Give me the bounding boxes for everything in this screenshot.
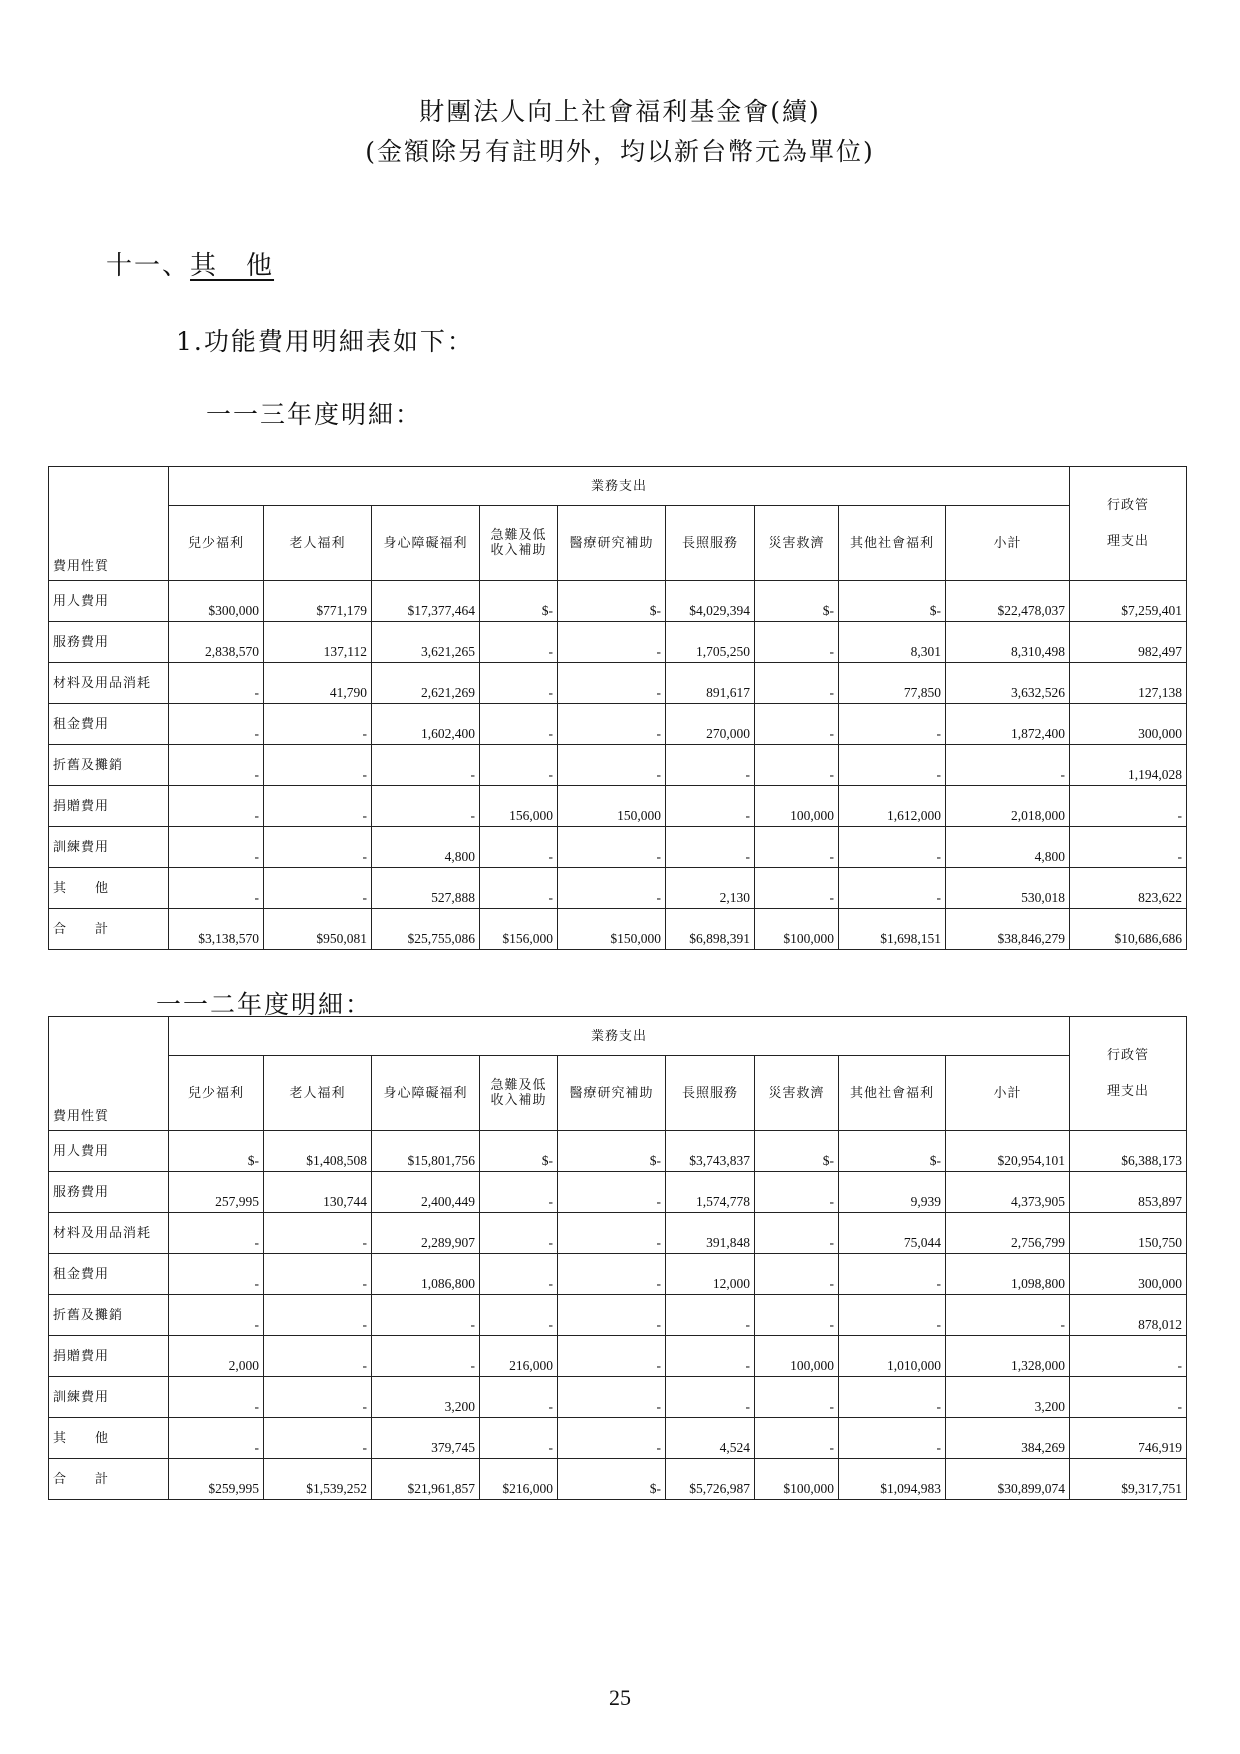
- table-cell: 4,800: [372, 827, 480, 868]
- table-cell: 530,018: [946, 868, 1070, 909]
- table-cell: 3,621,265: [372, 622, 480, 663]
- column-header: 長照服務: [666, 1056, 755, 1131]
- table-row: [49, 581, 1187, 622]
- column-header-line: 收入補助: [490, 1093, 547, 1108]
- table-cell: $25,755,086: [372, 909, 480, 950]
- table-cell: 2,400,449: [372, 1172, 480, 1213]
- table-cell: $100,000: [755, 909, 839, 950]
- table-cell: 4,373,905: [946, 1172, 1070, 1213]
- table-cell: $3,743,837: [666, 1131, 755, 1172]
- table-cell: -: [264, 827, 372, 868]
- row-label: 折舊及攤銷: [49, 745, 169, 786]
- section-title: 其 他: [190, 251, 275, 281]
- table-cell: 384,269: [946, 1418, 1070, 1459]
- table-cell: -: [169, 1295, 264, 1336]
- row-label: 其 他: [49, 1418, 169, 1459]
- table-cell: 1,010,000: [839, 1336, 946, 1377]
- table-cell: 1,194,028: [1070, 745, 1187, 786]
- table-cell: 2,130: [666, 868, 755, 909]
- row-label: 捐贈費用: [49, 786, 169, 827]
- table-cell: -: [666, 1377, 755, 1418]
- table-cell: -: [666, 745, 755, 786]
- column-header: 其他社會福利: [839, 506, 946, 581]
- header-row-columns: [49, 1056, 1187, 1131]
- table-cell: 257,995: [169, 1172, 264, 1213]
- table-cell: -: [755, 622, 839, 663]
- table-cell: -: [1070, 1377, 1187, 1418]
- row-label: 合 計: [49, 909, 169, 950]
- table-cell: $-: [558, 581, 666, 622]
- table-cell: 12,000: [666, 1254, 755, 1295]
- table-cell: -: [558, 663, 666, 704]
- admin-header-line1: 行政管: [1107, 1047, 1150, 1063]
- table-cell: -: [558, 745, 666, 786]
- row-label: 訓練費用: [49, 827, 169, 868]
- table-cell: -: [558, 1295, 666, 1336]
- table-cell: -: [666, 1295, 755, 1336]
- table-cell: -: [839, 1418, 946, 1459]
- table-cell: -: [558, 1377, 666, 1418]
- table-cell: 150,750: [1070, 1213, 1187, 1254]
- table-caption-113: 一一三年度明細：: [206, 400, 423, 429]
- table-cell: -: [755, 1377, 839, 1418]
- table-cell: 982,497: [1070, 622, 1187, 663]
- column-header-line: 收入補助: [490, 543, 547, 558]
- admin-header-line2: 理支出: [1107, 1083, 1150, 1099]
- table-cell: -: [755, 745, 839, 786]
- table-cell: -: [264, 1336, 372, 1377]
- table-cell: -: [666, 827, 755, 868]
- table-cell: -: [169, 1254, 264, 1295]
- table-cell: $3,138,570: [169, 909, 264, 950]
- column-header: 老人福利: [264, 506, 372, 581]
- table-cell: -: [946, 745, 1070, 786]
- table-cell: -: [264, 704, 372, 745]
- column-header: 災害救濟: [755, 1056, 839, 1131]
- table-cell: -: [169, 827, 264, 868]
- table-cell: 300,000: [1070, 704, 1187, 745]
- table-cell: $-: [755, 581, 839, 622]
- table-cell: $20,954,101: [946, 1131, 1070, 1172]
- row-label: 材料及用品消耗: [49, 1213, 169, 1254]
- table-cell: $4,029,394: [666, 581, 755, 622]
- column-header-line: 急難及低: [490, 528, 547, 543]
- table-cell: -: [264, 1213, 372, 1254]
- table-cell: -: [755, 1418, 839, 1459]
- table-cell: -: [480, 663, 558, 704]
- table-cell: -: [755, 1213, 839, 1254]
- table-cell: $21,961,857: [372, 1459, 480, 1500]
- table-row: [49, 745, 1187, 786]
- item-title: 1.功能費用明細表如下：: [176, 327, 474, 356]
- table-cell: -: [839, 1377, 946, 1418]
- table-cell: 127,138: [1070, 663, 1187, 704]
- row-label: 訓練費用: [49, 1377, 169, 1418]
- table-cell: -: [1070, 1336, 1187, 1377]
- table-cell: $15,801,756: [372, 1131, 480, 1172]
- table-cell: 77,850: [839, 663, 946, 704]
- table-cell: 8,301: [839, 622, 946, 663]
- table-cell: $1,094,983: [839, 1459, 946, 1500]
- table-cell: -: [755, 827, 839, 868]
- table-cell: 1,086,800: [372, 1254, 480, 1295]
- admin-expense-header: [1070, 467, 1187, 581]
- table-cell: -: [480, 1377, 558, 1418]
- table-cell: 41,790: [264, 663, 372, 704]
- table-cell: -: [264, 1295, 372, 1336]
- admin-expense-header: [1070, 1017, 1187, 1131]
- table-cell: 891,617: [666, 663, 755, 704]
- table-cell: 746,919: [1070, 1418, 1187, 1459]
- table-cell: 1,705,250: [666, 622, 755, 663]
- table-cell: $-: [480, 1131, 558, 1172]
- table-cell: 2,018,000: [946, 786, 1070, 827]
- row-label: 合 計: [49, 1459, 169, 1500]
- table-cell: -: [169, 1213, 264, 1254]
- section-number: 十一、: [106, 251, 191, 281]
- table-cell: -: [480, 1295, 558, 1336]
- table-cell: $10,686,686: [1070, 909, 1187, 950]
- table-cell: $1,539,252: [264, 1459, 372, 1500]
- table-cell: -: [169, 704, 264, 745]
- table-cell: -: [480, 1172, 558, 1213]
- table-row: [49, 1336, 1187, 1377]
- column-header: 兒少福利: [169, 506, 264, 581]
- table-cell: 1,612,000: [839, 786, 946, 827]
- expense-table-112: [48, 1016, 1187, 1500]
- table-cell: -: [755, 1172, 839, 1213]
- table-cell: 823,622: [1070, 868, 1187, 909]
- table-cell: $1,698,151: [839, 909, 946, 950]
- table-cell: -: [169, 786, 264, 827]
- column-header: 其他社會福利: [839, 1056, 946, 1131]
- table-cell: $-: [755, 1131, 839, 1172]
- group-header: 業務支出: [169, 467, 1070, 506]
- table-cell: 9,939: [839, 1172, 946, 1213]
- table-cell: $300,000: [169, 581, 264, 622]
- table-cell: 156,000: [480, 786, 558, 827]
- table-cell: -: [1070, 827, 1187, 868]
- table-cell: $38,846,279: [946, 909, 1070, 950]
- table-cell: -: [839, 1254, 946, 1295]
- table-row: [49, 1418, 1187, 1459]
- table-cell: 2,000: [169, 1336, 264, 1377]
- table-cell: -: [839, 704, 946, 745]
- table-cell: 853,897: [1070, 1172, 1187, 1213]
- column-header: 老人福利: [264, 1056, 372, 1131]
- table-cell: -: [480, 1254, 558, 1295]
- column-header-line: 急難及低: [490, 1078, 547, 1093]
- column-header: 醫療研究補助: [558, 1056, 666, 1131]
- column-header: 長照服務: [666, 506, 755, 581]
- table-cell: -: [839, 827, 946, 868]
- table-cell: -: [264, 745, 372, 786]
- table-cell: -: [558, 1336, 666, 1377]
- table-cell: 300,000: [1070, 1254, 1187, 1295]
- table-cell: $6,898,391: [666, 909, 755, 950]
- corner-header: 費用性質: [49, 1017, 169, 1131]
- table-cell: -: [755, 704, 839, 745]
- table-cell: 100,000: [755, 1336, 839, 1377]
- table-cell: $100,000: [755, 1459, 839, 1500]
- table-cell: -: [480, 868, 558, 909]
- row-label: 租金費用: [49, 1254, 169, 1295]
- table-cell: $6,388,173: [1070, 1131, 1187, 1172]
- table-row: [49, 827, 1187, 868]
- table-cell: 527,888: [372, 868, 480, 909]
- table-cell: $-: [558, 1131, 666, 1172]
- table-cell: $156,000: [480, 909, 558, 950]
- table-cell: $-: [839, 581, 946, 622]
- table-cell: $7,259,401: [1070, 581, 1187, 622]
- table-row: [49, 1172, 1187, 1213]
- column-header: 災害救濟: [755, 506, 839, 581]
- table-row: [49, 1295, 1187, 1336]
- admin-header-line2: 理支出: [1107, 533, 1150, 549]
- table-cell: 1,872,400: [946, 704, 1070, 745]
- table-cell: 150,000: [558, 786, 666, 827]
- table-cell: -: [558, 1254, 666, 1295]
- section-heading: [106, 245, 274, 282]
- row-label: 用人費用: [49, 581, 169, 622]
- header-row-group: [49, 467, 1187, 506]
- table-cell: -: [480, 827, 558, 868]
- table-cell: $150,000: [558, 909, 666, 950]
- table-cell: -: [264, 1418, 372, 1459]
- column-header: 小計: [946, 1056, 1070, 1131]
- header-row-group: [49, 1017, 1187, 1056]
- table-cell: -: [372, 745, 480, 786]
- table-row: [49, 1213, 1187, 1254]
- table-cell: -: [558, 1172, 666, 1213]
- row-label: 服務費用: [49, 622, 169, 663]
- table-row: [49, 622, 1187, 663]
- table-cell: 75,044: [839, 1213, 946, 1254]
- table-cell: 3,632,526: [946, 663, 1070, 704]
- table-cell: 2,289,907: [372, 1213, 480, 1254]
- table-cell: -: [169, 1377, 264, 1418]
- table-cell: $5,726,987: [666, 1459, 755, 1500]
- table-cell: -: [755, 663, 839, 704]
- table-cell: $9,317,751: [1070, 1459, 1187, 1500]
- column-header: 醫療研究補助: [558, 506, 666, 581]
- table-cell: -: [169, 663, 264, 704]
- table-cell: -: [264, 1254, 372, 1295]
- table-cell: $17,377,464: [372, 581, 480, 622]
- table-cell: -: [480, 745, 558, 786]
- table-cell: 216,000: [480, 1336, 558, 1377]
- table-cell: -: [372, 1336, 480, 1377]
- table-cell: $259,995: [169, 1459, 264, 1500]
- row-label: 材料及用品消耗: [49, 663, 169, 704]
- table-cell: 1,098,800: [946, 1254, 1070, 1295]
- table-cell: -: [839, 745, 946, 786]
- table-row: [49, 704, 1187, 745]
- row-label: 服務費用: [49, 1172, 169, 1213]
- table-cell: -: [558, 1213, 666, 1254]
- table-cell: -: [264, 868, 372, 909]
- table-cell: 130,744: [264, 1172, 372, 1213]
- table-cell: -: [480, 704, 558, 745]
- table-cell: -: [755, 868, 839, 909]
- table-row: [49, 909, 1187, 950]
- table-row: [49, 868, 1187, 909]
- table-cell: 379,745: [372, 1418, 480, 1459]
- document-subtitle: (金額除另有註明外，均以新台幣元為單位): [365, 137, 875, 166]
- table-cell: 270,000: [666, 704, 755, 745]
- table-cell: 1,574,778: [666, 1172, 755, 1213]
- table-cell: $-: [839, 1131, 946, 1172]
- table-cell: -: [666, 1336, 755, 1377]
- column-header: 身心障礙福利: [372, 1056, 480, 1131]
- table-cell: 3,200: [946, 1377, 1070, 1418]
- table-cell: $-: [169, 1131, 264, 1172]
- table-cell: 878,012: [1070, 1295, 1187, 1336]
- table-cell: 391,848: [666, 1213, 755, 1254]
- table-cell: -: [666, 786, 755, 827]
- table-cell: 1,602,400: [372, 704, 480, 745]
- group-header: 業務支出: [169, 1017, 1070, 1056]
- table-row: [49, 1377, 1187, 1418]
- corner-header: 費用性質: [49, 467, 169, 581]
- table-cell: -: [169, 868, 264, 909]
- document-title: 財團法人向上社會福利基金會(續): [419, 97, 821, 126]
- table-cell: $771,179: [264, 581, 372, 622]
- table-row: [49, 1459, 1187, 1500]
- table-cell: $22,478,037: [946, 581, 1070, 622]
- column-header: 兒少福利: [169, 1056, 264, 1131]
- row-label: 其 他: [49, 868, 169, 909]
- table-cell: -: [946, 1295, 1070, 1336]
- table-cell: -: [1070, 786, 1187, 827]
- table-caption-112: 一一二年度明細：: [156, 990, 373, 1019]
- table-cell: 3,200: [372, 1377, 480, 1418]
- table-cell: -: [839, 868, 946, 909]
- row-label: 捐贈費用: [49, 1336, 169, 1377]
- table-cell: 2,621,269: [372, 663, 480, 704]
- table-cell: 2,838,570: [169, 622, 264, 663]
- table-row: [49, 1254, 1187, 1295]
- table-cell: $-: [558, 1459, 666, 1500]
- header-row-columns: [49, 506, 1187, 581]
- table-cell: 8,310,498: [946, 622, 1070, 663]
- table-cell: 4,524: [666, 1418, 755, 1459]
- table-cell: -: [755, 1254, 839, 1295]
- table-cell: -: [264, 1377, 372, 1418]
- column-header: [480, 1056, 558, 1131]
- table-cell: -: [480, 622, 558, 663]
- table-cell: -: [558, 868, 666, 909]
- row-label: 折舊及攤銷: [49, 1295, 169, 1336]
- table-cell: -: [169, 1418, 264, 1459]
- column-header: [480, 506, 558, 581]
- table-cell: $216,000: [480, 1459, 558, 1500]
- table-cell: 137,112: [264, 622, 372, 663]
- table-cell: -: [558, 1418, 666, 1459]
- table-cell: 1,328,000: [946, 1336, 1070, 1377]
- table-cell: -: [558, 704, 666, 745]
- page-number: 25: [609, 1685, 631, 1710]
- table-cell: -: [755, 1295, 839, 1336]
- table-cell: $950,081: [264, 909, 372, 950]
- table-cell: -: [372, 786, 480, 827]
- row-label: 租金費用: [49, 704, 169, 745]
- table-cell: -: [839, 1295, 946, 1336]
- table-cell: -: [480, 1418, 558, 1459]
- table-cell: -: [480, 1213, 558, 1254]
- row-label: 用人費用: [49, 1131, 169, 1172]
- table-cell: 4,800: [946, 827, 1070, 868]
- table-cell: $1,408,508: [264, 1131, 372, 1172]
- table-cell: 2,756,799: [946, 1213, 1070, 1254]
- table-row: [49, 663, 1187, 704]
- table-cell: 100,000: [755, 786, 839, 827]
- table-cell: -: [264, 786, 372, 827]
- table-cell: $30,899,074: [946, 1459, 1070, 1500]
- table-cell: -: [372, 1295, 480, 1336]
- expense-table-113: [48, 466, 1187, 950]
- table-cell: $-: [480, 581, 558, 622]
- table-cell: -: [558, 622, 666, 663]
- table-cell: -: [558, 827, 666, 868]
- table-cell: -: [169, 745, 264, 786]
- table-row: [49, 1131, 1187, 1172]
- column-header: 身心障礙福利: [372, 506, 480, 581]
- admin-header-line1: 行政管: [1107, 497, 1150, 513]
- column-header: 小計: [946, 506, 1070, 581]
- table-row: [49, 786, 1187, 827]
